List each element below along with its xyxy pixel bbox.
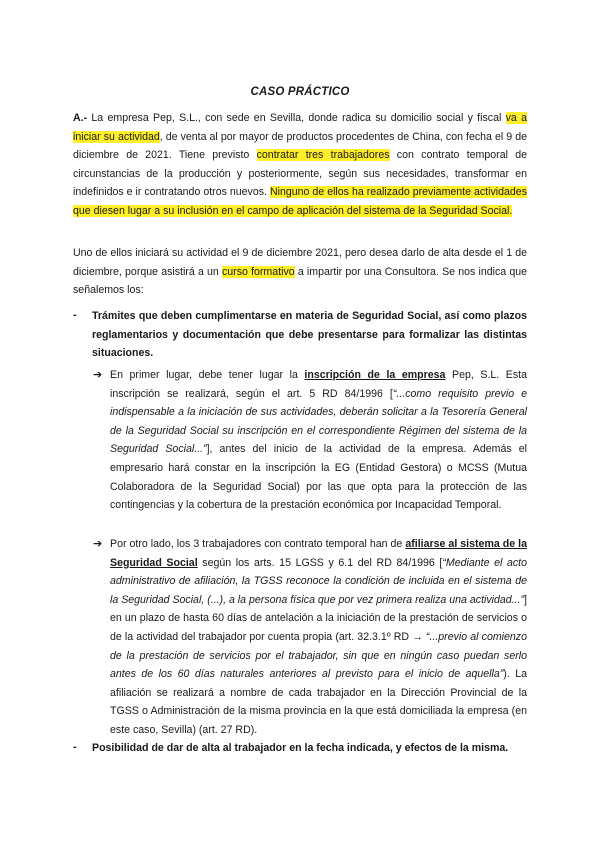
- arrow-item-afiliacion: Por otro lado, los 3 trabajadores con contrato temporal han de afiliarse al sistema de la Seguridad Social según los arts. 15 LGSS y 6.1 del RD 84/1996 [“Mediante el acto administrativo de afiliación, la TGSS reconoce la condición de incluida en el sistema de la Seguridad Social, (...), a la persona física que por vez primera realiza una actividad...”] en un plazo de hasta 60 días de antelación a la iniciación de la prestación de servicios o de la actividad del trabajador por cuenta propia (art. 32.3.1º RD → “...previo al comienzo de la prestación de servicios por el trabajador, sin que en ningún caso puedan serlo antes de los 60 días naturales anteriores al previsto para el inicio de aquella”). La afiliación se realizará a nombre de cada trabajador en la Dirección Provincial de la TGSS o Administración de la misma provincia en la que está domiciliada la empresa (en este caso, Sevilla) (art. 27 RD).: [110, 538, 528, 736]
- bullet-dash-1: -: [73, 309, 77, 321]
- arrow-bullet-icon: ➔: [93, 538, 103, 550]
- paragraph-b: Uno de ellos iniciará su actividad el 9 de diciembre 2021, pero desea darlo de alta desde el 1 de diciembre, porque asistirá a un curso formativo a impartir por una Consultora. Se nos indica que señalemos los:: [73, 247, 527, 297]
- underlined-afiliarse: afiliarse al sistema de la Seguridad Social: [110, 538, 527, 569]
- arrow-item-inscripcion: En primer lugar, debe tener lugar la inscripción de la empresa Pep, S.L. Esta inscripción se realizará, según el art. 5 RD 84/1996 [“...como requisito previo e indispensable a la iniciación de sus actividades, deberán solicitar a la Tesorería General de la Seguridad Social su inscripción en el correspondiente Régimen del sistema de la Seguridad Social...”], antes del inicio de la actividad de la empresa. Además el empresario hará constar en la inscripción la EG (Entidad Gestora) o MCSS (Mutua Colaboradora de la Seguridad Social) por las que opta para la protección de las contingencias y la cobertura de la prestación económica por Incapacidad Temporal.: [110, 369, 528, 512]
- underlined-inscripcion: inscripción de la empresa: [304, 369, 446, 381]
- page-title: CASO PRÁCTICO: [250, 86, 350, 98]
- quote-art6: “Mediante el acto administrativo de afiliación, la TGSS reconoce la condición de incluida en el sistema de la Seguridad Social, (...), a la persona física que por vez primera realiza una actividad...”: [110, 556, 528, 606]
- quote-art32: “...previo al comienzo de la prestación de servicios por el trabajador, sin que en ningún caso puedan serlo antes de los 60 días naturales anteriores al previsto para el inicio de aquella”: [110, 630, 527, 681]
- highlight-iniciar-actividad: va a iniciar su actividad: [73, 112, 527, 143]
- highlight-curso-formativo: curso formativo: [221, 265, 295, 278]
- paragraph-a-label: A.-: [73, 112, 88, 124]
- quote-art5: “...como requisito previo e indispensable a la iniciación de sus actividades, deberán solicitar a la Tesorería General de la Seguridad Social su inscripción en el correspondiente Régimen del sistema de la Seguridad Social...”: [110, 387, 527, 456]
- paragraph-a: A.- La empresa Pep, S.L., con sede en Sevilla, donde radica su domicilio social y fiscal va a iniciar su actividad, de venta al por mayor de productos procedentes de China, con fecha el 9 de diciembre de 2021. Tiene previsto contratar tres trabajadores con contrato temporal de circunstancias de la producción y posteriormente, según sus necesidades, transformar en indefinidos e ir contratando otros nuevos. Ninguno de ellos ha realizado previamente actividades que diesen lugar a su inclusión en el campo de aplicación del sistema de la Seguridad Social.: [73, 112, 527, 217]
- bullet-item-posibilidad: Posibilidad de dar de alta al trabajador en la fecha indicada, y efectos de la misma.: [92, 742, 509, 754]
- arrow-bullet-icon: ➔: [93, 369, 103, 381]
- highlight-ninguno: Ninguno de ellos ha realizado previamente actividades que diesen lugar a su inclusión en el campo de aplicación del sistema de la Seguridad Social.: [73, 186, 527, 217]
- highlight-contratar-trabajadores: contratar tres trabajadores: [256, 149, 390, 162]
- bullet-item-tramites: Trámites que deben cumplimentarse en materia de Seguridad Social, así como plazos reglamentarios y documentación que debe presentarse para formalizar las distintas situaciones.: [92, 310, 527, 360]
- bullet-dash-2: -: [73, 741, 77, 753]
